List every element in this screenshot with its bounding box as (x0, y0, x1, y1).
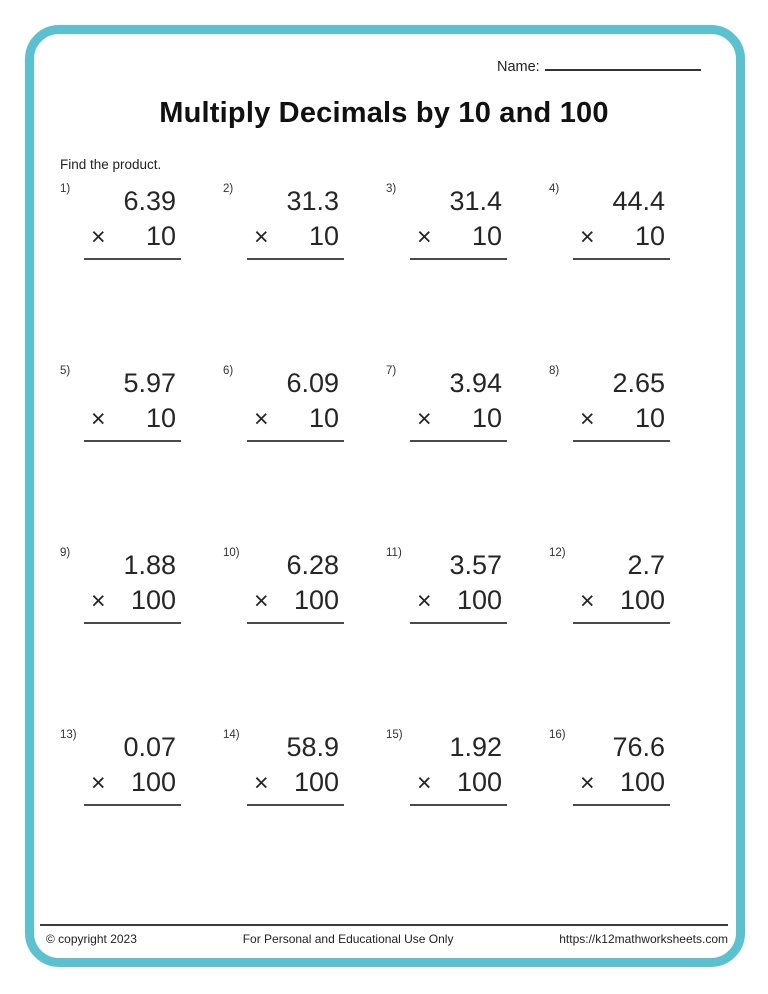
multiply-icon: × (580, 587, 595, 615)
problem-body (247, 730, 344, 806)
multiplier-row (247, 401, 344, 437)
problem-8 (549, 365, 712, 450)
answer-line (84, 804, 181, 806)
multiply-icon: × (91, 405, 106, 433)
operand-value: 6.39 (123, 186, 176, 216)
problem-body (573, 730, 670, 806)
multiplier-value: 10 (634, 221, 665, 251)
problem-12 (549, 547, 712, 632)
footer-usage: For Personal and Educational Use Only (242, 932, 454, 946)
problem-11 (386, 547, 549, 632)
multiplier-row (247, 219, 344, 255)
problems-grid (60, 183, 712, 814)
problem-10 (223, 547, 386, 632)
multiply-icon: × (417, 587, 432, 615)
operand-value: 76.6 (612, 732, 665, 762)
footer (46, 932, 728, 946)
answer-line (247, 622, 344, 624)
problem-body (410, 366, 507, 442)
footer-url: https://k12mathworksheets.com (559, 932, 728, 946)
problem-body (84, 366, 181, 442)
multiplier-value: 100 (293, 585, 339, 615)
operand-value: 2.7 (627, 550, 665, 580)
problem-body (573, 548, 670, 624)
answer-line (573, 258, 670, 260)
operand-value: 31.3 (286, 186, 339, 216)
problem-number: 12) (549, 547, 566, 559)
name-blank-line (545, 58, 701, 71)
answer-line (247, 258, 344, 260)
operand-value: 5.97 (123, 368, 176, 398)
multiply-icon: × (91, 223, 106, 251)
multiplier-value: 10 (634, 403, 665, 433)
multiplier-value: 100 (130, 767, 176, 797)
multiplier-value: 10 (308, 403, 339, 433)
problem-13 (60, 729, 223, 814)
multiplier-value: 10 (471, 403, 502, 433)
multiplier-value: 10 (308, 221, 339, 251)
problem-16 (549, 729, 712, 814)
multiply-icon: × (580, 223, 595, 251)
multiply-icon: × (417, 223, 432, 251)
answer-line (573, 622, 670, 624)
problem-4 (549, 183, 712, 268)
problem-number: 4) (549, 183, 560, 195)
multiply-icon: × (417, 769, 432, 797)
answer-line (410, 622, 507, 624)
operand-value: 44.4 (612, 186, 665, 216)
operand-value: 3.94 (449, 368, 502, 398)
footer-divider (40, 924, 728, 926)
operand-value: 31.4 (449, 186, 502, 216)
multiplier-value: 100 (293, 767, 339, 797)
multiply-icon: × (417, 405, 432, 433)
operand-value: 3.57 (449, 550, 502, 580)
multiplier-value: 10 (471, 221, 502, 251)
problem-body (247, 366, 344, 442)
answer-line (410, 258, 507, 260)
instruction-text: Find the product. (60, 157, 162, 172)
operand-value: 1.92 (449, 732, 502, 762)
operand-value: 58.9 (286, 732, 339, 762)
multiplier-value: 100 (456, 585, 502, 615)
problem-number: 13) (60, 729, 77, 741)
answer-line (84, 622, 181, 624)
problem-body (410, 184, 507, 260)
problem-number: 11) (386, 547, 402, 559)
answer-line (247, 804, 344, 806)
multiplier-row (410, 583, 507, 619)
problem-9 (60, 547, 223, 632)
answer-line (573, 440, 670, 442)
problem-number: 15) (386, 729, 403, 741)
problem-body (84, 548, 181, 624)
answer-line (573, 804, 670, 806)
problem-number: 3) (386, 183, 397, 195)
multiply-icon: × (91, 587, 106, 615)
multiply-icon: × (254, 405, 269, 433)
problem-number: 16) (549, 729, 566, 741)
footer-copyright: © copyright 2023 (46, 932, 137, 946)
problem-number: 8) (549, 365, 560, 377)
multiply-icon: × (91, 769, 106, 797)
multiplier-value: 100 (456, 767, 502, 797)
problem-body (84, 730, 181, 806)
problem-2 (223, 183, 386, 268)
multiplier-row (573, 765, 670, 801)
operand-value: 0.07 (123, 732, 176, 762)
problem-15 (386, 729, 549, 814)
multiply-icon: × (254, 223, 269, 251)
multiplier-row (573, 401, 670, 437)
answer-line (84, 258, 181, 260)
problem-number: 14) (223, 729, 240, 741)
problem-body (410, 730, 507, 806)
multiply-icon: × (254, 769, 269, 797)
answer-line (84, 440, 181, 442)
problem-body (247, 184, 344, 260)
multiplier-value: 100 (619, 767, 665, 797)
multiplier-row (84, 583, 181, 619)
problem-6 (223, 365, 386, 450)
multiplier-row (84, 401, 181, 437)
multiplier-row (410, 765, 507, 801)
problem-5 (60, 365, 223, 450)
problem-number: 6) (223, 365, 234, 377)
multiplier-row (573, 219, 670, 255)
multiplier-value: 10 (145, 221, 176, 251)
multiplier-value: 100 (619, 585, 665, 615)
answer-line (410, 440, 507, 442)
multiply-icon: × (254, 587, 269, 615)
problem-number: 5) (60, 365, 71, 377)
problem-number: 2) (223, 183, 234, 195)
multiplier-row (410, 219, 507, 255)
operand-value: 6.28 (286, 550, 339, 580)
multiplier-row (247, 765, 344, 801)
multiply-icon: × (580, 769, 595, 797)
operand-value: 2.65 (612, 368, 665, 398)
multiply-icon: × (580, 405, 595, 433)
name-label: Name: (497, 59, 540, 75)
problem-7 (386, 365, 549, 450)
multiplier-row (410, 401, 507, 437)
multiplier-row (84, 219, 181, 255)
answer-line (410, 804, 507, 806)
multiplier-row (573, 583, 670, 619)
problem-body (84, 184, 181, 260)
multiplier-value: 10 (145, 403, 176, 433)
problem-14 (223, 729, 386, 814)
problem-body (573, 184, 670, 260)
problem-number: 10) (223, 547, 240, 559)
answer-line (247, 440, 344, 442)
operand-value: 6.09 (286, 368, 339, 398)
problem-number: 9) (60, 547, 71, 559)
problem-body (247, 548, 344, 624)
problem-number: 1) (60, 183, 71, 195)
multiplier-row (247, 583, 344, 619)
name-field (497, 58, 701, 75)
page-title: Multiply Decimals by 10 and 100 (159, 97, 609, 129)
problem-1 (60, 183, 223, 268)
multiplier-row (84, 765, 181, 801)
problem-number: 7) (386, 365, 397, 377)
operand-value: 1.88 (123, 550, 176, 580)
problem-3 (386, 183, 549, 268)
problem-body (410, 548, 507, 624)
multiplier-value: 100 (130, 585, 176, 615)
problem-body (573, 366, 670, 442)
